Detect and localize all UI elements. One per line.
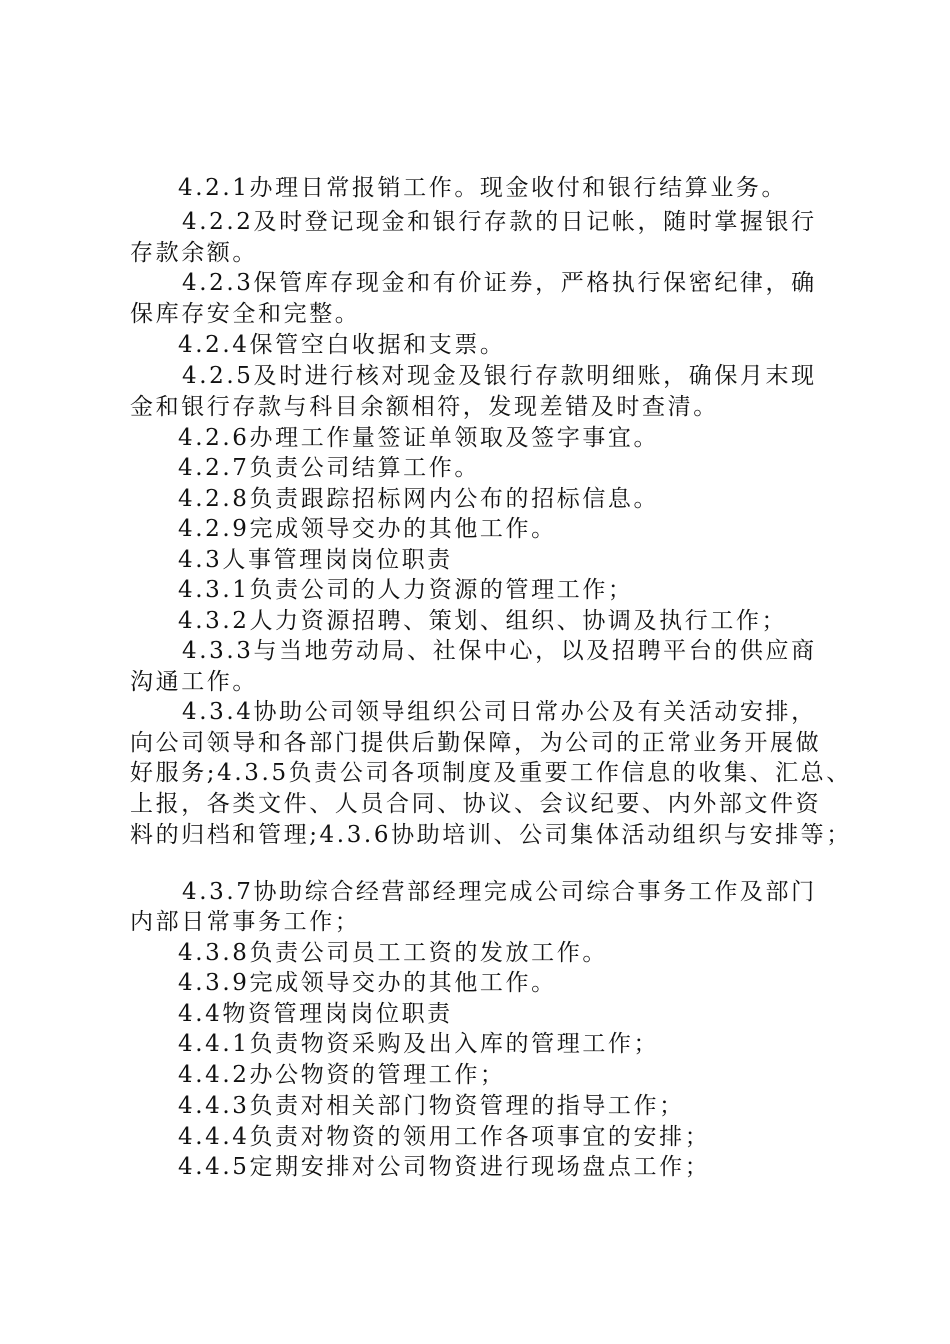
text-line: 4.3.2人力资源招聘、策划、组织、协调及执行工作； (178, 608, 788, 634)
text-line: 4.2.5及时进行核对现金及银行存款明细账，确保月末现 (182, 363, 817, 389)
text-line: 4.4.3负责对相关部门物资管理的指导工作； (178, 1093, 685, 1119)
text-line: 4.3.1负责公司的人力资源的管理工作； (178, 577, 634, 603)
text-line: 4.2.4保管空白收据和支票。 (178, 332, 506, 358)
text-line: 上报，各类文件、人员合同、协议、会议纪要、内外部文件资 (130, 791, 822, 817)
text-line: 料的归档和管理;4.3.6协助培训、公司集体活动组织与安排等； (130, 822, 852, 848)
text-line: 4.2.1办理日常报销工作。现金收付和银行结算业务。 (178, 175, 788, 201)
text-line: 好服务;4.3.5负责公司各项制度及重要工作信息的收集、汇总、 (130, 760, 852, 786)
text-line: 金和银行存款与科目余额相符，发现差错及时查清。 (130, 394, 719, 420)
text-line: 4.3.8负责公司员工工资的发放工作。 (178, 940, 608, 966)
text-line: 4.4.4负责对物资的领用工作各项事宜的安排； (178, 1124, 711, 1150)
text-line: 4.2.8负责跟踪招标网内公布的招标信息。 (178, 486, 660, 512)
section-heading: 4.3人事管理岗岗位职责 (178, 547, 453, 573)
text-line: 4.2.7负责公司结算工作。 (178, 455, 480, 481)
text-line: 4.3.3与当地劳动局、社保中心，以及招聘平台的供应商 (182, 638, 817, 664)
text-line: 4.3.4协助公司领导组织公司日常办公及有关活动安排， (182, 699, 817, 725)
text-line: 4.3.9完成领导交办的其他工作。 (178, 970, 557, 996)
text-line: 4.2.9完成领导交办的其他工作。 (178, 516, 557, 542)
section-heading: 4.4物资管理岗岗位职责 (178, 1001, 453, 1027)
text-line: 4.3.7协助综合经营部经理完成公司综合事务工作及部门 (182, 879, 817, 905)
text-line: 4.2.6办理工作量签证单领取及签字事宜。 (178, 425, 660, 451)
text-line: 4.4.1负责物资采购及出入库的管理工作； (178, 1031, 660, 1057)
text-line: 4.2.2及时登记现金和银行存款的日记帐，随时掌握银行 (182, 209, 817, 235)
text-line: 4.4.2办公物资的管理工作； (178, 1062, 506, 1088)
text-line: 保库存安全和完整。 (130, 301, 361, 327)
text-line: 存款余额。 (130, 240, 258, 266)
text-line: 内部日常事务工作； (130, 909, 361, 935)
text-line: 4.4.5定期安排对公司物资进行现场盘点工作； (178, 1154, 711, 1180)
text-line: 4.2.3保管库存现金和有价证券，严格执行保密纪律，确 (182, 270, 817, 296)
text-line: 向公司领导和各部门提供后勤保障，为公司的正常业务开展做 (130, 730, 822, 756)
text-line: 沟通工作。 (130, 669, 258, 695)
